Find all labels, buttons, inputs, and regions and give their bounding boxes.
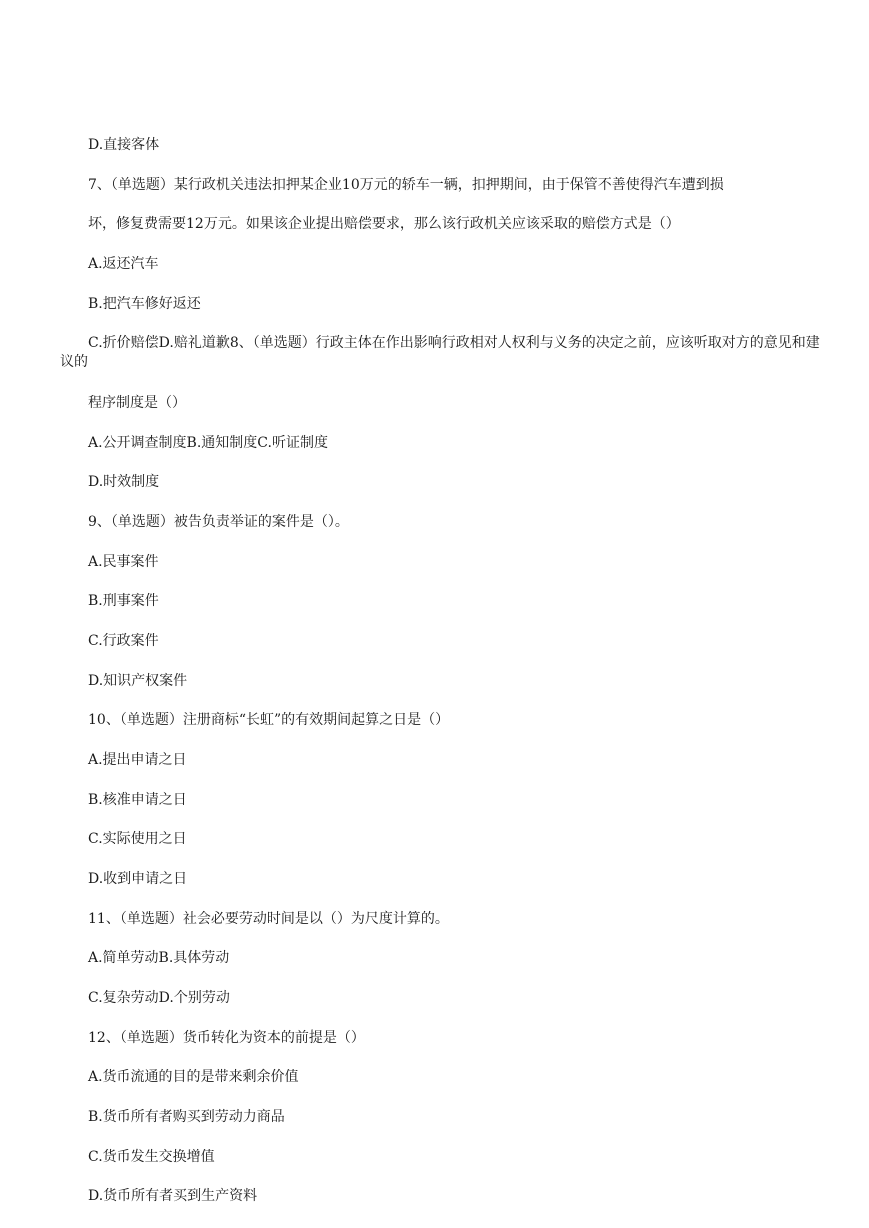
- option-line: C.行政案件: [88, 633, 159, 649]
- option-line: A.公开调查制度B.通知制度C.听证制度: [88, 435, 328, 451]
- option-line: B.刑事案件: [88, 593, 159, 609]
- option-line: A.货币流通的目的是带来剩余价值: [88, 1069, 299, 1085]
- option-line: C.货币发生交换增值: [88, 1149, 215, 1165]
- question-paragraph: C.折价赔偿D.赔礼道歉8、（单选题）行政主体在作出影响行政相对人权利与义务的决定之前，应该听取对方的意见和建议的: [60, 335, 820, 370]
- option-line: A.提出申请之日: [88, 752, 187, 768]
- option-line: D.货币所有者买到生产资料: [88, 1188, 258, 1204]
- option-line: D.时效制度: [88, 474, 160, 490]
- option-line: C.复杂劳动D.个别劳动: [88, 990, 230, 1006]
- question-line: 12、（单选题）货币转化为资本的前提是（）: [88, 1030, 365, 1046]
- option-line: B.核准申请之日: [88, 792, 187, 808]
- option-line: A.简单劳动B.具体劳动: [88, 950, 230, 966]
- question-line: 7、（单选题）某行政机关违法扣押某企业10万元的轿车一辆，扣押期间，由于保管不善使得汽车遭到损: [88, 177, 724, 193]
- question-line: 程序制度是（）: [88, 395, 186, 411]
- question-line: 9、（单选题）被告负责举证的案件是（）。: [88, 514, 349, 530]
- question-line: 10、（单选题）注册商标“长虹”的有效期间起算之日是（）: [88, 712, 450, 728]
- option-line: D.直接客体: [88, 137, 160, 153]
- option-line: A.民事案件: [88, 554, 159, 570]
- option-line: B.把汽车修好返还: [88, 296, 201, 312]
- option-line: D.知识产权案件: [88, 673, 188, 689]
- option-line: C.实际使用之日: [88, 831, 187, 847]
- option-line: B.货币所有者购买到劳动力商品: [88, 1109, 285, 1125]
- option-line: A.返还汽车: [88, 256, 159, 272]
- option-line: D.收到申请之日: [88, 871, 188, 887]
- question-line: 坏，修复费需要12万元。如果该企业提出赔偿要求，那么该行政机关应该采取的赔偿方式是（）: [88, 216, 680, 232]
- question-line: 11、（单选题）社会必要劳动时间是以（）为尺度计算的。: [88, 911, 449, 927]
